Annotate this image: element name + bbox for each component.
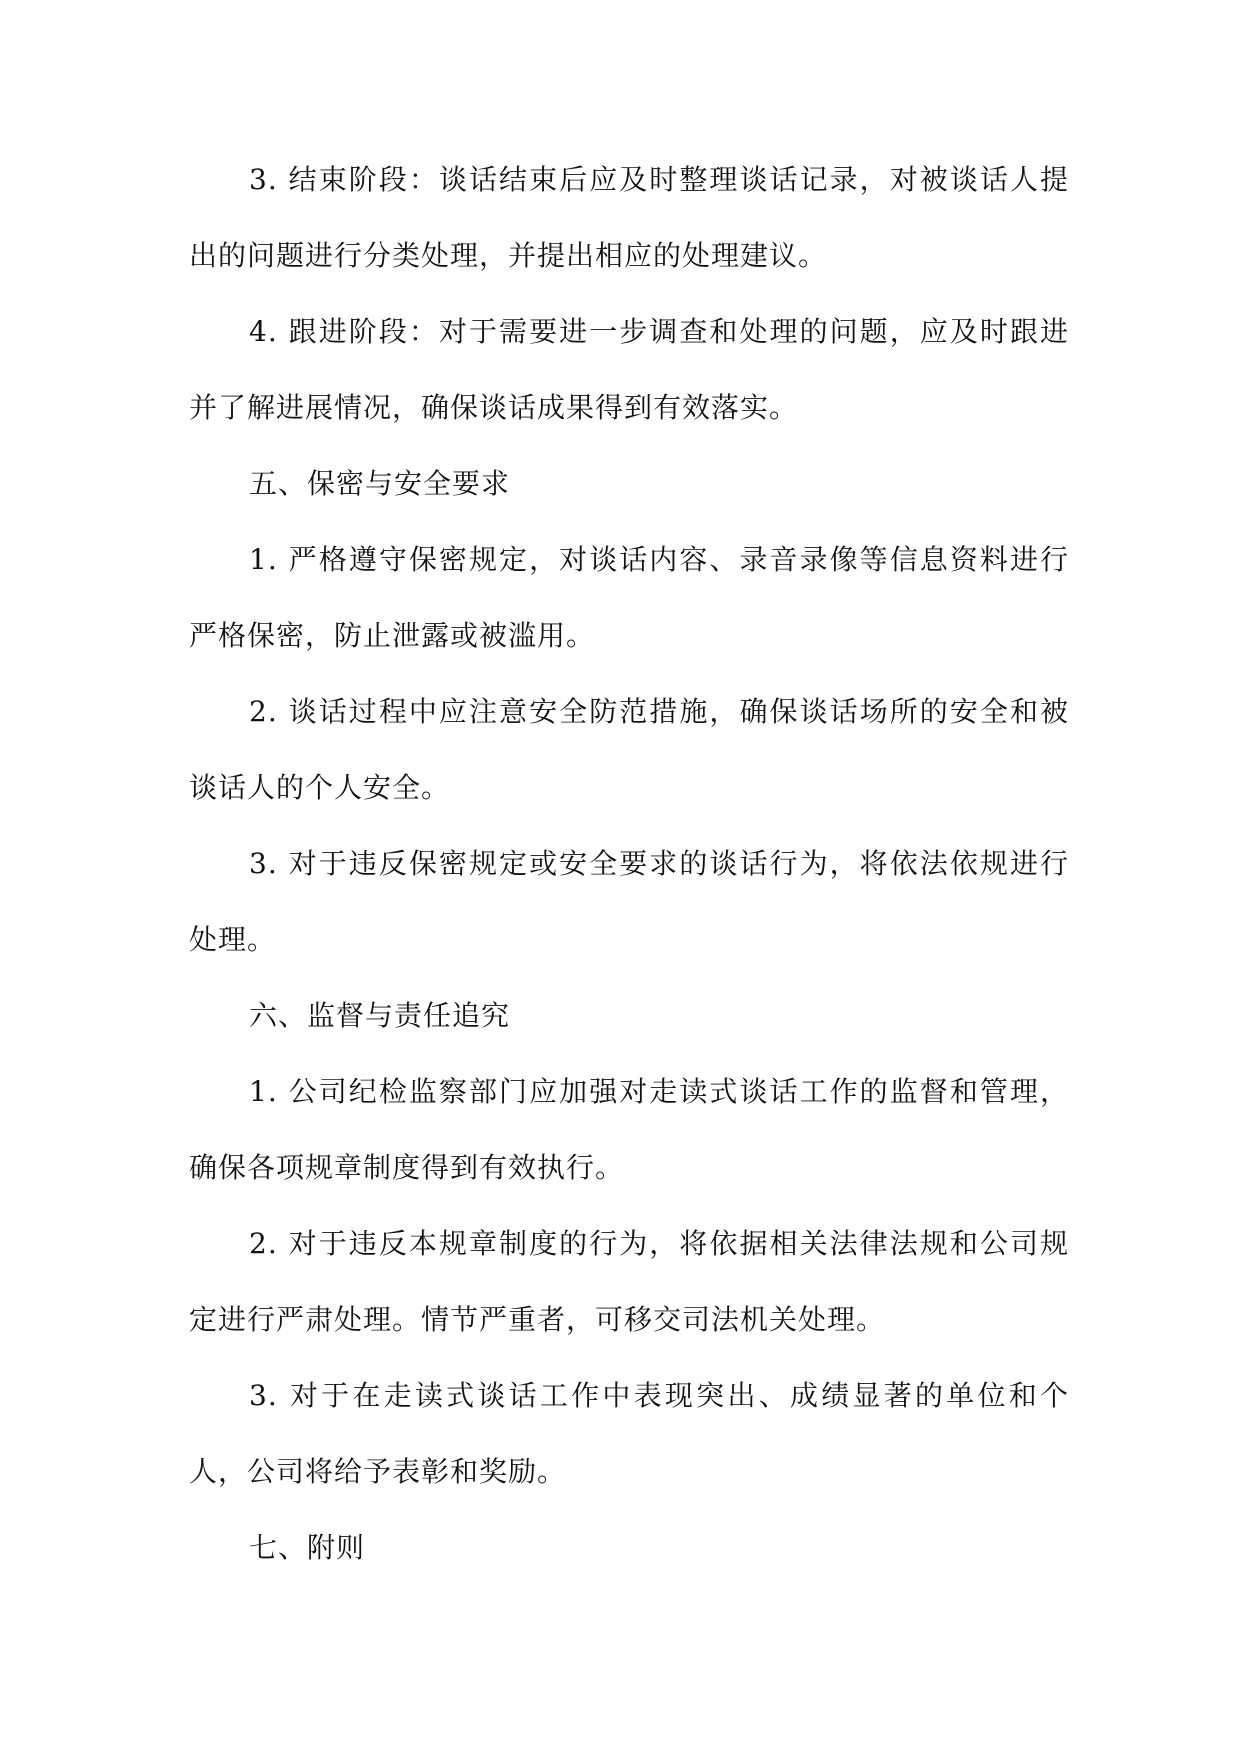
- paragraph-confidentiality-1: 1. 严格遵守保密规定，对谈话内容、录音录像等信息资料进行严格保密，防止泄露或被滥用。: [189, 543, 1069, 652]
- paragraph-supervision-1: 1. 公司纪检监察部门应加强对走读式谈话工作的监督和管理，确保各项规章制度得到有效执行。: [189, 1075, 1069, 1184]
- document-body: [189, 142, 1069, 1586]
- paragraph-ending-stage: 3. 结束阶段：谈话结束后应及时整理谈话记录，对被谈话人提出的问题进行分类处理，并提出相应的处理建议。: [189, 163, 1069, 272]
- section-heading-supervision: 六、监督与责任追究: [249, 999, 511, 1032]
- paragraph-confidentiality-2: 2. 谈话过程中应注意安全防范措施，确保谈话场所的安全和被谈话人的个人安全。: [189, 695, 1069, 804]
- paragraph-supervision-2: 2. 对于违反本规章制度的行为，将依据相关法律法规和公司规定进行严肃处理。情节严重者，可移交司法机关处理。: [189, 1227, 1069, 1336]
- section-heading-confidentiality: 五、保密与安全要求: [249, 467, 511, 500]
- section-heading-supplementary: 七、附则: [249, 1531, 366, 1564]
- paragraph-confidentiality-3: 3. 对于违反保密规定或安全要求的谈话行为，将依法依规进行处理。: [189, 847, 1069, 956]
- paragraph-supervision-3: 3. 对于在走读式谈话工作中表现突出、成绩显著的单位和个人，公司将给予表彰和奖励。: [189, 1379, 1069, 1488]
- paragraph-follow-up-stage: 4. 跟进阶段：对于需要进一步调查和处理的问题，应及时跟进并了解进展情况，确保谈话成果得到有效落实。: [189, 315, 1069, 424]
